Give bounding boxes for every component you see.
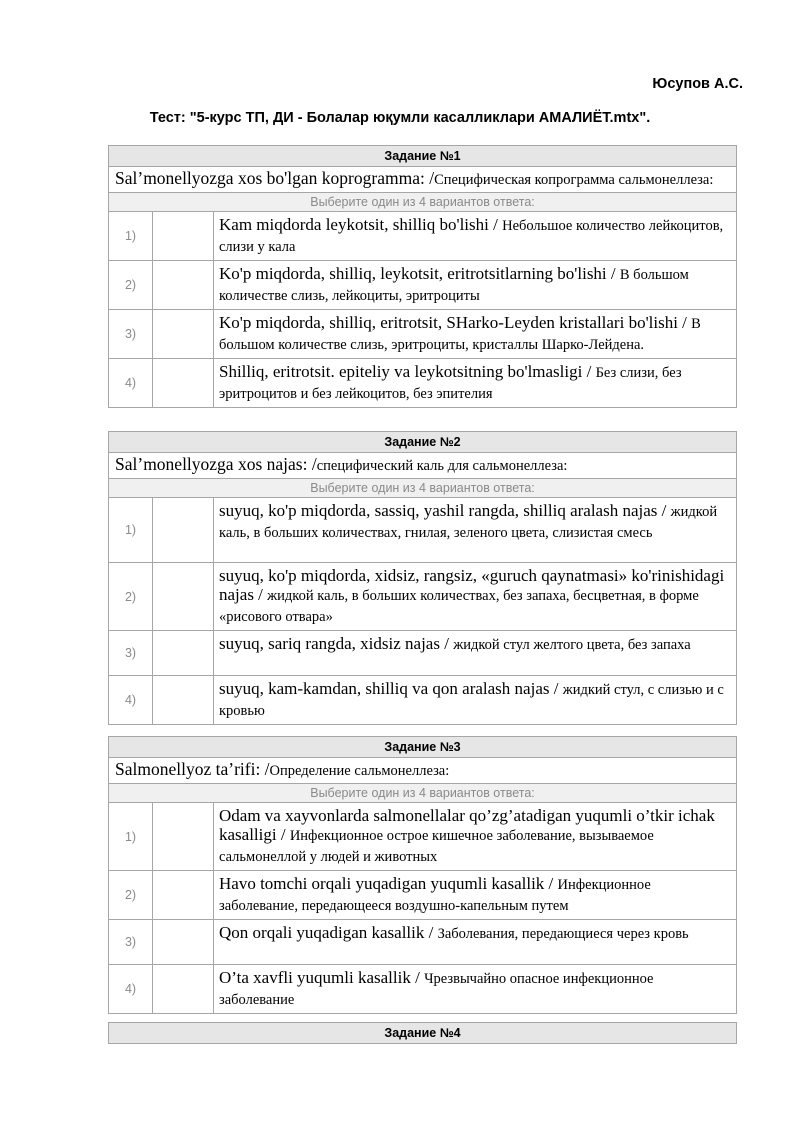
option-number: 1) [109, 498, 153, 563]
option-number: 3) [109, 920, 153, 965]
answer-option[interactable] [109, 631, 737, 676]
answer-checkbox[interactable] [153, 212, 214, 261]
answer-option[interactable] [109, 359, 737, 408]
author-name: Юсупов А.С. [652, 76, 743, 92]
option-number: 3) [109, 631, 153, 676]
option-text: Kam miqdorda leykotsit, shilliq bo'lishi / Небольшое количество лейкоцитов, слизи у кала [214, 212, 737, 261]
answer-option[interactable] [109, 871, 737, 920]
option-text: suyuq, ko'p miqdorda, sassiq, yashil rangda, shilliq aralash najas / жидкой каль, в больших количествах, гнилая, зеленого цвета, слизистая смесь [214, 498, 737, 563]
answer-checkbox[interactable] [153, 920, 214, 965]
answer-hint: Выберите один из 4 вариантов ответа: [109, 479, 737, 498]
answer-hint: Выберите один из 4 вариантов ответа: [109, 784, 737, 803]
answer-checkbox[interactable] [153, 871, 214, 920]
answer-checkbox[interactable] [153, 965, 214, 1014]
answer-checkbox[interactable] [153, 261, 214, 310]
document-title: Тест: "5-курс ТП, ДИ - Болалар юқумли касалликлари АМАЛИЁТ.mtx". [149, 110, 651, 126]
option-number: 1) [109, 803, 153, 871]
answer-checkbox[interactable] [153, 676, 214, 725]
option-number: 4) [109, 676, 153, 725]
option-number: 4) [109, 359, 153, 408]
task-3 [108, 736, 737, 1014]
option-text: suyuq, sariq rangda, xidsiz najas / жидкой стул желтого цвета, без запаха [214, 631, 737, 676]
option-text: Odam va xayvonlarda salmonellalar qo’zg’atadigan yuqumli o’tkir ichak kasalligi / Инфекционное острое кишечное заболевание, вызываемое сальмонеллой у людей и животных [214, 803, 737, 871]
answer-checkbox[interactable] [153, 631, 214, 676]
task-header: Задание №2 [109, 432, 737, 453]
question-text: Salmonellyoz ta’rifi: /Определение сальмонеллеза: [109, 758, 737, 784]
option-text: suyuq, ko'p miqdorda, xidsiz, rangsiz, «guruch qaynatmasi» ko'rinishidagi najas / жидкой каль, в больших количествах, без запаха, бесцветная, в форме «рисового отвара» [214, 563, 737, 631]
option-text: O’ta xavfli yuqumli kasallik / Чрезвычайно опасное инфекционное заболевание [214, 965, 737, 1014]
option-number: 2) [109, 563, 153, 631]
task-header: Задание №3 [109, 737, 737, 758]
answer-checkbox[interactable] [153, 563, 214, 631]
answer-option[interactable] [109, 920, 737, 965]
answer-option[interactable] [109, 563, 737, 631]
option-text: Shilliq, eritrotsit. epiteliy va leykotsitning bo'lmasligi / Без слизи, без эритроцитов и без лейкоцитов, без эпителия [214, 359, 737, 408]
option-number: 1) [109, 212, 153, 261]
option-text: Havo tomchi orqali yuqadigan yuqumli kasallik / Инфекционное заболевание, передающееся воздушно-капельным путем [214, 871, 737, 920]
option-text: Ko'p miqdorda, shilliq, eritrotsit, SHarko-Leyden kristallari bo'lishi / В большом количестве слизь, эритроциты, кристаллы Шарко-Лейдена. [214, 310, 737, 359]
answer-hint: Выберите один из 4 вариантов ответа: [109, 193, 737, 212]
answer-option[interactable] [109, 965, 737, 1014]
option-number: 2) [109, 261, 153, 310]
answer-checkbox[interactable] [153, 498, 214, 563]
option-number: 3) [109, 310, 153, 359]
answer-option[interactable] [109, 310, 737, 359]
answer-option[interactable] [109, 261, 737, 310]
option-text: suyuq, kam-kamdan, shilliq va qon aralash najas / жидкий стул, с слизью и с кровью [214, 676, 737, 725]
task-1 [108, 145, 737, 408]
option-text: Qon orqali yuqadigan kasallik / Заболевания, передающиеся через кровь [214, 920, 737, 965]
task-4 [108, 1022, 737, 1044]
answer-option[interactable] [109, 803, 737, 871]
answer-checkbox[interactable] [153, 359, 214, 408]
task-2 [108, 431, 737, 725]
answer-option[interactable] [109, 676, 737, 725]
task-header: Задание №4 [109, 1023, 737, 1044]
question-text: Sal’monellyozga xos bo'lgan koprogramma: /Специфическая копрограмма сальмонеллеза: [109, 167, 737, 193]
option-text: Ko'p miqdorda, shilliq, leykotsit, eritrotsitlarning bo'lishi / В большом количестве слизь, лейкоциты, эритроциты [214, 261, 737, 310]
option-number: 2) [109, 871, 153, 920]
task-header: Задание №1 [109, 146, 737, 167]
option-number: 4) [109, 965, 153, 1014]
answer-checkbox[interactable] [153, 310, 214, 359]
question-text: Sal’monellyozga xos najas: /специфический каль для сальмонеллеза: [109, 453, 737, 479]
answer-option[interactable] [109, 212, 737, 261]
answer-option[interactable] [109, 498, 737, 563]
answer-checkbox[interactable] [153, 803, 214, 871]
